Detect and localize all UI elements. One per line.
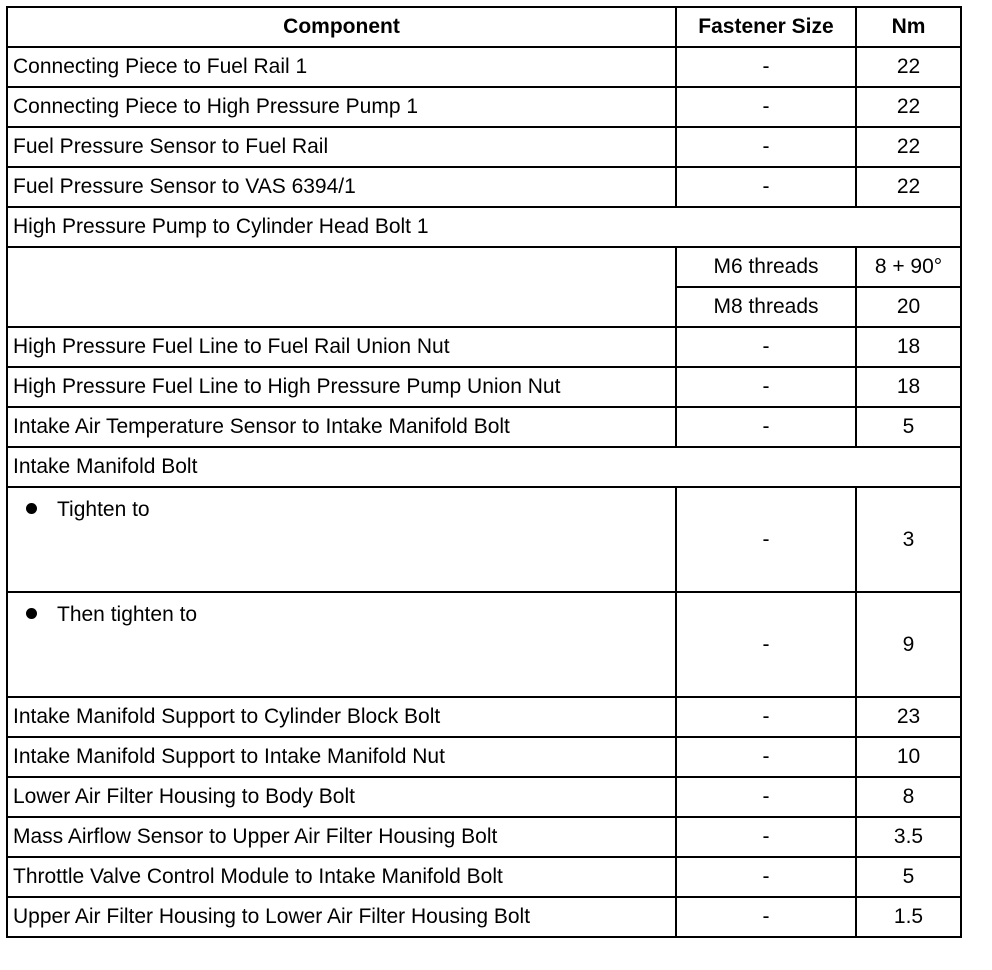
fastener-size-cell: - bbox=[676, 697, 856, 737]
torque-spec-table bbox=[6, 6, 962, 938]
fastener-size-cell: - bbox=[676, 592, 856, 697]
component-cell: Fuel Pressure Sensor to Fuel Rail bbox=[7, 127, 676, 167]
component-cell: Throttle Valve Control Module to Intake Manifold Bolt bbox=[7, 857, 676, 897]
component-cell: Intake Air Temperature Sensor to Intake Manifold Bolt bbox=[7, 407, 676, 447]
fastener-size-cell: - bbox=[676, 407, 856, 447]
component-group-cell: Intake Manifold Bolt bbox=[7, 447, 961, 487]
fastener-size-cell: - bbox=[676, 777, 856, 817]
nm-cell: 22 bbox=[856, 167, 961, 207]
nm-cell: 22 bbox=[856, 87, 961, 127]
nm-cell: 5 bbox=[856, 407, 961, 447]
fastener-size-cell: - bbox=[676, 87, 856, 127]
table-row bbox=[7, 857, 961, 897]
component-cell: Mass Airflow Sensor to Upper Air Filter Housing Bolt bbox=[7, 817, 676, 857]
component-cell: Fuel Pressure Sensor to VAS 6394/1 bbox=[7, 167, 676, 207]
table-step-row bbox=[7, 487, 961, 592]
empty-component-cell bbox=[7, 247, 676, 327]
table-row bbox=[7, 697, 961, 737]
table-row bbox=[7, 777, 961, 817]
fastener-size-cell: - bbox=[676, 737, 856, 777]
table-group-row bbox=[7, 447, 961, 487]
table-row bbox=[7, 167, 961, 207]
table-step-row bbox=[7, 592, 961, 697]
header-component: Component bbox=[7, 7, 676, 47]
table-group-row bbox=[7, 207, 961, 247]
fastener-size-cell: - bbox=[676, 487, 856, 592]
table-header-row bbox=[7, 7, 961, 47]
nm-cell: 10 bbox=[856, 737, 961, 777]
table-row bbox=[7, 407, 961, 447]
step-cell bbox=[7, 592, 676, 697]
bullet-icon bbox=[26, 503, 37, 514]
component-group-cell: High Pressure Pump to Cylinder Head Bolt 1 bbox=[7, 207, 961, 247]
nm-cell: 1.5 bbox=[856, 897, 961, 937]
bullet-icon bbox=[26, 608, 37, 619]
fastener-size-cell: - bbox=[676, 327, 856, 367]
table-row bbox=[7, 367, 961, 407]
table-row bbox=[7, 87, 961, 127]
step-cell bbox=[7, 487, 676, 592]
component-cell: Connecting Piece to Fuel Rail 1 bbox=[7, 47, 676, 87]
nm-cell: 5 bbox=[856, 857, 961, 897]
nm-cell: 9 bbox=[856, 592, 961, 697]
component-cell: Connecting Piece to High Pressure Pump 1 bbox=[7, 87, 676, 127]
component-cell: High Pressure Fuel Line to High Pressure Pump Union Nut bbox=[7, 367, 676, 407]
fastener-size-cell: - bbox=[676, 897, 856, 937]
table-row bbox=[7, 127, 961, 167]
component-cell: Intake Manifold Support to Cylinder Block Bolt bbox=[7, 697, 676, 737]
fastener-size-cell: - bbox=[676, 857, 856, 897]
nm-cell: 3.5 bbox=[856, 817, 961, 857]
fastener-size-cell: - bbox=[676, 127, 856, 167]
component-cell: Intake Manifold Support to Intake Manifold Nut bbox=[7, 737, 676, 777]
header-nm: Nm bbox=[856, 7, 961, 47]
table-row bbox=[7, 817, 961, 857]
table-row bbox=[7, 897, 961, 937]
nm-cell: 20 bbox=[856, 287, 961, 327]
fastener-size-cell: M8 threads bbox=[676, 287, 856, 327]
nm-cell: 18 bbox=[856, 327, 961, 367]
fastener-size-cell: - bbox=[676, 47, 856, 87]
nm-cell: 18 bbox=[856, 367, 961, 407]
fastener-size-cell: M6 threads bbox=[676, 247, 856, 287]
nm-cell: 8 + 90° bbox=[856, 247, 961, 287]
table-row bbox=[7, 737, 961, 777]
nm-cell: 22 bbox=[856, 47, 961, 87]
component-cell: Lower Air Filter Housing to Body Bolt bbox=[7, 777, 676, 817]
header-fastener-size: Fastener Size bbox=[676, 7, 856, 47]
nm-cell: 3 bbox=[856, 487, 961, 592]
component-cell: Upper Air Filter Housing to Lower Air Filter Housing Bolt bbox=[7, 897, 676, 937]
fastener-size-cell: - bbox=[676, 367, 856, 407]
component-cell: High Pressure Fuel Line to Fuel Rail Union Nut bbox=[7, 327, 676, 367]
table-row bbox=[7, 47, 961, 87]
nm-cell: 22 bbox=[856, 127, 961, 167]
table-row bbox=[7, 327, 961, 367]
fastener-size-cell: - bbox=[676, 167, 856, 207]
nm-cell: 23 bbox=[856, 697, 961, 737]
table-subrow-m6 bbox=[7, 247, 961, 287]
step-label: Tighten to bbox=[57, 498, 150, 521]
fastener-size-cell: - bbox=[676, 817, 856, 857]
step-label: Then tighten to bbox=[57, 603, 198, 626]
nm-cell: 8 bbox=[856, 777, 961, 817]
